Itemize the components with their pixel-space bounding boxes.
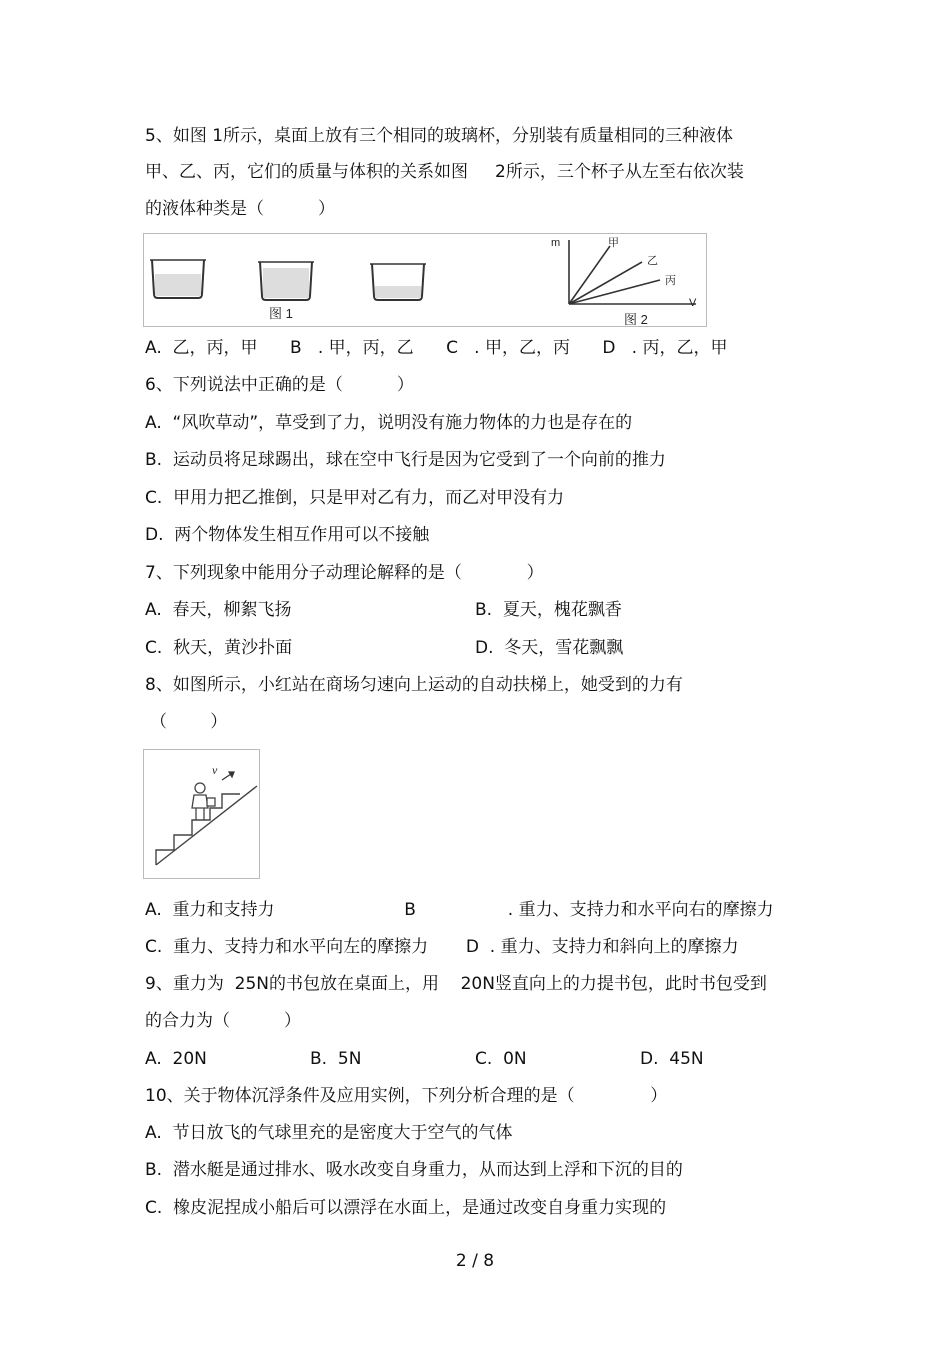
- axis-x-label: V: [689, 297, 697, 309]
- axis-y-label: m: [551, 237, 561, 249]
- mass-volume-graph: [569, 240, 696, 304]
- page-number: 2 / 8: [455, 1251, 495, 1271]
- q10-option-a: A. 节日放飞的气球里充的是密度大于空气的气体: [145, 1123, 513, 1143]
- q6-stem: 6、下列说法中正确的是（ ）: [145, 375, 414, 395]
- q5-figure: [143, 233, 707, 327]
- q7-option-a: A. 春天，柳絮飞扬: [145, 600, 292, 620]
- q5-stem-line3: 的液体种类是（ ）: [145, 199, 336, 219]
- q7-option-c: C. 秋天，黄沙扑面: [145, 638, 293, 658]
- q10-option-b: B. 潜水艇是通过排水、吸水改变自身重力，从而达到上浮和下沉的目的: [145, 1160, 683, 1180]
- q9-option-d: D. 45N: [640, 1049, 704, 1069]
- q5-stem-line1: 5、如图 1所示，桌面上放有三个相同的玻璃杯，分别装有质量相同的三种液体: [145, 126, 734, 146]
- line-jia-label: 甲: [608, 236, 619, 249]
- q8-stem: 8、如图所示，小红站在商场匀速向上运动的自动扶梯上，她受到的力有: [145, 675, 683, 695]
- q6-option-d: D. 两个物体发生相互作用可以不接触: [145, 525, 430, 545]
- q9-stem-line2: 的合力为（ ）: [145, 1011, 302, 1031]
- q5-stem-line2: 甲、乙、丙，它们的质量与体积的关系如图 2所示，三个杯子从左至右依次装: [145, 162, 744, 182]
- q8-paren: （ ）: [150, 712, 228, 732]
- fig1-label: 图 1: [269, 306, 293, 321]
- q10-stem: 10、关于物体沉浮条件及应用实例，下列分析合理的是（ ）: [145, 1086, 668, 1106]
- q7-option-d: D. 冬天，雪花飘飘: [475, 638, 624, 658]
- fig2-label: 图 2: [624, 312, 648, 326]
- q9-option-a: A. 20N: [145, 1049, 207, 1069]
- person-icon: [192, 783, 215, 820]
- q10-option-c: C. 橡皮泥捏成小船后可以漂浮在水面上，是通过改变自身重力实现的: [145, 1198, 667, 1218]
- q8-options-line2: C. 重力、支持力和水平向左的摩擦力 D . 重力、支持力和斜向上的摩擦力: [145, 937, 739, 957]
- line-yi: [569, 262, 642, 304]
- q6-option-b: B. 运动员将足球踢出，球在空中飞行是因为它受到了一个向前的推力: [145, 450, 666, 470]
- glass-cup-1: [150, 260, 206, 298]
- velocity-label: v: [212, 763, 218, 777]
- glass-cup-3: [370, 264, 426, 300]
- q6-option-c: C. 甲用力把乙推倒，只是甲对乙有力，而乙对甲没有力: [145, 488, 565, 508]
- line-yi-label: 乙: [647, 254, 658, 267]
- q9-option-c: C. 0N: [475, 1049, 527, 1069]
- q7-stem: 7、下列现象中能用分子动理论解释的是（ ）: [145, 563, 544, 583]
- q6-option-a: A. “风吹草动”，草受到了力，说明没有施力物体的力也是存在的: [145, 413, 633, 433]
- q9-stem-line1: 9、重力为 25N的书包放在桌面上，用 20N竖直向上的力提书包，此时书包受到: [145, 974, 767, 994]
- q8-options-line1: A. 重力和支持力 B . 重力、支持力和水平向右的摩擦力: [145, 900, 774, 920]
- q5-options: A. 乙，丙，甲 B . 甲，丙，乙 C . 甲，乙，丙 D . 丙，乙，甲: [145, 338, 728, 358]
- q8-escalator-figure: [143, 749, 260, 879]
- line-bing-label: 丙: [665, 274, 676, 287]
- velocity-arrow: [222, 772, 234, 780]
- q9-option-b: B. 5N: [310, 1049, 362, 1069]
- escalator-graphic: [144, 750, 259, 878]
- q7-option-b: B. 夏天，槐花飘香: [475, 600, 622, 620]
- q5-figure-graphic: [144, 234, 706, 326]
- glass-cup-2: [258, 262, 314, 300]
